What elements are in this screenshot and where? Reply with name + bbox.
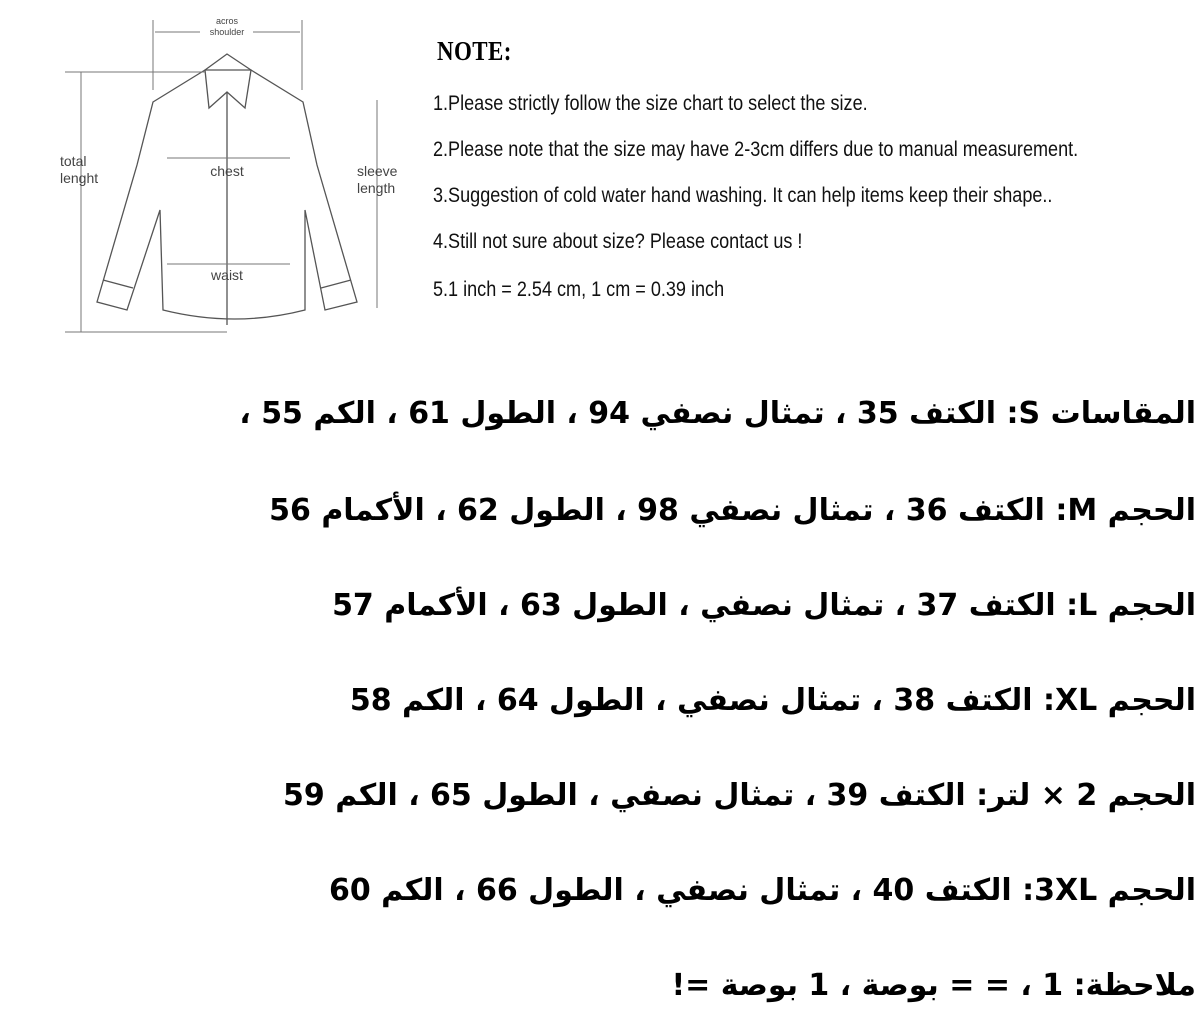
- note-line-4: 4.Still not sure about size? Please contact us !: [433, 230, 803, 253]
- size-line-xl: الحجم XL: الكتف 38 ، تمثال نصفي ، الطول 64 ، الكم 58: [349, 683, 1196, 718]
- size-note: ملاحظة: 1 ، = = بوصة ، 1 بوصة =!: [671, 968, 1196, 1003]
- size-line-s: المقاسات S: الكتف 35 ، تمثال نصفي 94 ، الطول 61 ، الكم 55 ،: [239, 396, 1196, 431]
- note-line-1: 1.Please strictly follow the size chart to select the size.: [433, 92, 868, 115]
- note-line-2: 2.Please note that the size may have 2-3cm differs due to manual measurement.: [433, 138, 1079, 161]
- label-chest: chest: [210, 163, 244, 179]
- size-line-2xl: الحجم 2 × لتر: الكتف 39 ، تمثال نصفي ، الطول 65 ، الكم 59: [283, 778, 1196, 813]
- size-line-3xl: الحجم 3XL: الكتف 40 ، تمثال نصفي ، الطول 66 ، الكم 60: [328, 873, 1196, 908]
- note-line-5: 5.1 inch = 2.54 cm, 1 cm = 0.39 inch: [433, 278, 725, 301]
- label-sleeve-1: sleeve: [357, 163, 398, 179]
- size-line-m: الحجم M: الكتف 36 ، تمثال نصفي 98 ، الطول 62 ، الأكمام 56: [269, 493, 1196, 528]
- label-waist: waist: [211, 267, 243, 283]
- size-line-l: الحجم L: الكتف 37 ، تمثال نصفي ، الطول 63 ، الأكمام 57: [332, 588, 1196, 623]
- label-shoulder-2: shoulder: [209, 27, 245, 37]
- label-total-2: lenght: [60, 170, 99, 186]
- label-sleeve-2: length: [357, 180, 396, 196]
- shirt-illustration: [55, 10, 415, 345]
- label-total-1: total: [60, 153, 87, 169]
- note-line-3: 3.Suggestion of cold water hand washing. It can help items keep their shape..: [433, 184, 1053, 207]
- shirt-collar: [205, 54, 251, 108]
- label-shoulder-1: acros: [215, 16, 239, 26]
- note-title: NOTE:: [437, 36, 512, 66]
- shirt-measurement-diagram: [55, 10, 415, 345]
